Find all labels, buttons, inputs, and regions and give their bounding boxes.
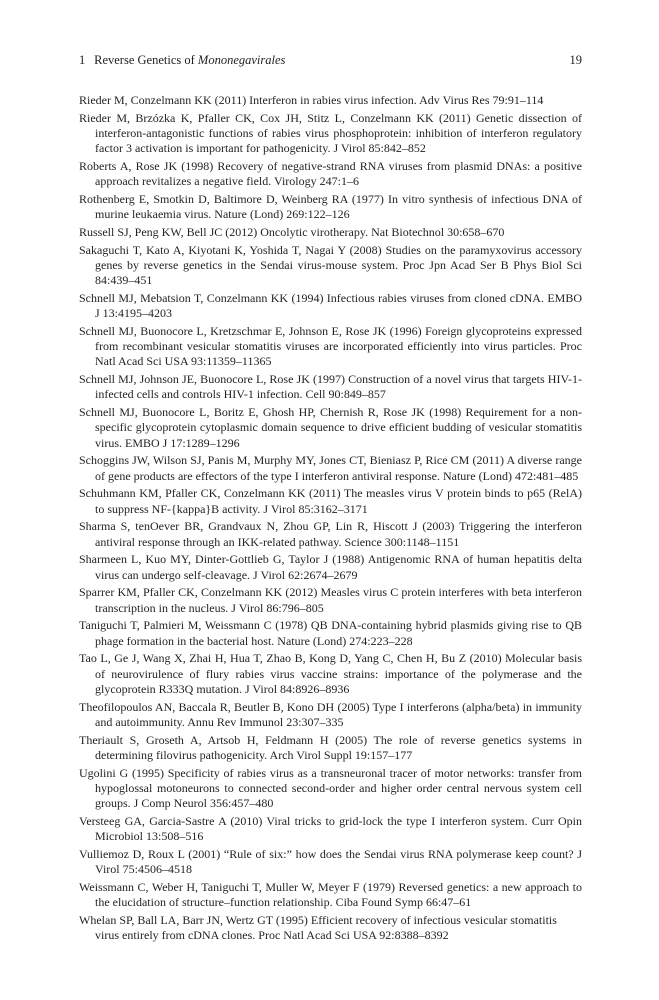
reference-entry: Schnell MJ, Johnson JE, Buonocore L, Rose JK (1997) Construction of a novel virus that targets HIV-1-infected cells and controls HIV-1 infection. Cell 90:849–857 bbox=[79, 372, 582, 402]
reference-entry: Rieder M, Conzelmann KK (2011) Interferon in rabies virus infection. Adv Virus Res 79:91–114 bbox=[79, 93, 544, 107]
reference-entry: Rothenberg E, Smotkin D, Baltimore D, Weinberg RA (1977) In vitro synthesis of infectious DNA of murine leukaemia virus. Nature (Lond) 269:122–126 bbox=[79, 192, 582, 222]
reference-entry: Schnell MJ, Mebatsion T, Conzelmann KK (1994) Infectious rabies viruses from cloned cDNA. EMBO J 13:4195–4203 bbox=[79, 291, 582, 321]
running-title-italic: Mononegavirales bbox=[197, 53, 286, 67]
reference-entry: Ugolini G (1995) Specificity of rabies virus as a transneuronal tracer of motor networks: transfer from hypoglossal motoneurons to connected second-order and higher order central nervous system cell groups. J Comp Neurol 356:457–480 bbox=[79, 765, 582, 811]
running-header bbox=[79, 52, 582, 68]
reference-entry: Tao L, Ge J, Wang X, Zhai H, Hua T, Zhao B, Kong D, Yang C, Chen H, Bu Z (2010) Molecular basis of neurovirulence of flury rabies virus vaccine strains: importance of the polymerase and the glycoprotein R333Q mutation. J Virol 84:8926–8936 bbox=[79, 651, 582, 696]
reference-entry: Schnell MJ, Buonocore L, Boritz E, Ghosh HP, Chernish R, Rose JK (1998) Requirement for a non-specific glycoprotein cytoplasmic domain sequence to drive efficient budding of vesicular stomatitis virus. EMBO J 17:1289–1296 bbox=[79, 405, 582, 450]
reference-entry: Sparrer KM, Pfaller CK, Conzelmann KK (2012) Measles virus C protein interferes with beta interferon transcription in the nucleus. J Virol 86:796–805 bbox=[79, 585, 582, 615]
reference-entry: Schoggins JW, Wilson SJ, Panis M, Murphy MY, Jones CT, Bieniasz P, Rice CM (2011) A diverse range of gene products are effectors of the type I interferon antiviral response. Nature (Lond) 472:481–485 bbox=[79, 453, 582, 483]
reference-entry: Weissmann C, Weber H, Taniguchi T, Muller W, Meyer F (1979) Reversed genetics: a new approach to the elucidation of structure–function relationship. Ciba Found Symp 66:47–61 bbox=[79, 879, 582, 910]
reference-entry: Theriault S, Groseth A, Artsob H, Feldmann H (2005) The role of reverse genetics systems in determining filovirus pathogenicity. Arch Virol Suppl 19:157–177 bbox=[79, 732, 582, 762]
page-number: 19 bbox=[569, 53, 582, 67]
reference-entry: Schuhmann KM, Pfaller CK, Conzelmann KK (2011) The measles virus V protein binds to p65 (RelA) to suppress NF-{kappa}B activity. J Virol 85:3162–3171 bbox=[79, 486, 582, 516]
running-title bbox=[94, 53, 285, 67]
reference-entry: Versteeg GA, Garcia-Sastre A (2010) Viral tricks to grid-lock the type I interferon system. Curr Opin Microbiol 13:508–516 bbox=[79, 813, 582, 844]
chapter-number: 1 bbox=[79, 53, 86, 67]
reference-entry: Sharma S, tenOever BR, Grandvaux N, Zhou GP, Lin R, Hiscott J (2003) Triggering the interferon antiviral response through an IKK-related pathway. Science 300:1148–1151 bbox=[79, 519, 582, 549]
reference-entry: Sakaguchi T, Kato A, Kiyotani K, Yoshida T, Nagai Y (2008) Studies on the paramyxovirus accessory genes by reverse genetics in the Sendai virus-mouse system. Proc Jpn Acad Ser B Phys Biol Sci 84:439–451 bbox=[79, 242, 582, 288]
running-title-text: Reverse Genetics of bbox=[94, 53, 198, 67]
reference-entry: Russell SJ, Peng KW, Bell JC (2012) Oncolytic virotherapy. Nat Biotechnol 30:658–670 bbox=[79, 225, 505, 239]
reference-entry: Roberts A, Rose JK (1998) Recovery of negative-strand RNA viruses from plasmid DNAs: a positive approach revitalizes a negative field. Virology 247:1–6 bbox=[79, 159, 582, 189]
reference-entry: Vulliemoz D, Roux L (2001) “Rule of six:” how does the Sendai virus RNA polymerase keep count? J Virol 75:4506–4518 bbox=[79, 846, 582, 877]
reference-entry: Taniguchi T, Palmieri M, Weissmann C (1978) QB DNA-containing hybrid plasmids giving rise to QB phage formation in the bacterial host. Nature (Lond) 274:223–228 bbox=[79, 618, 582, 648]
reference-entry: Theofilopoulos AN, Baccala R, Beutler B, Kono DH (2005) Type I interferons (alpha/beta) in immunity and autoimmunity. Annu Rev Immunol 23:307–335 bbox=[79, 699, 582, 729]
reference-list bbox=[79, 93, 582, 946]
reference-entry: Sharmeen L, Kuo MY, Dinter-Gottlieb G, Taylor J (1988) Antigenomic RNA of human hepatitis delta virus can undergo self-cleavage. J Virol 62:2674–2679 bbox=[79, 552, 582, 582]
reference-entry: Rieder M, Brzózka K, Pfaller CK, Cox JH, Stitz L, Conzelmann KK (2011) Genetic dissection of interferon-antagonistic functions of rabies virus phosphoprotein: inhibition of interferon regulatory factor 3 activation is important for pathogenicity. J Virol 85:842–852 bbox=[79, 110, 582, 156]
reference-entry: Whelan SP, Ball LA, Barr JN, Wertz GT (1995) Efficient recovery of infectious vesicular stomatitis virus entirely from cDNA clones. Proc Natl Acad Sci USA 92:8388–8392 bbox=[79, 912, 557, 943]
reference-entry: Schnell MJ, Buonocore L, Kretzschmar E, Johnson E, Rose JK (1996) Foreign glycoproteins expressed from recombinant vesicular stomatitis viruses are incorporated efficiently into virus particles. Proc Natl Acad Sci USA 93:11359–11365 bbox=[79, 324, 582, 369]
